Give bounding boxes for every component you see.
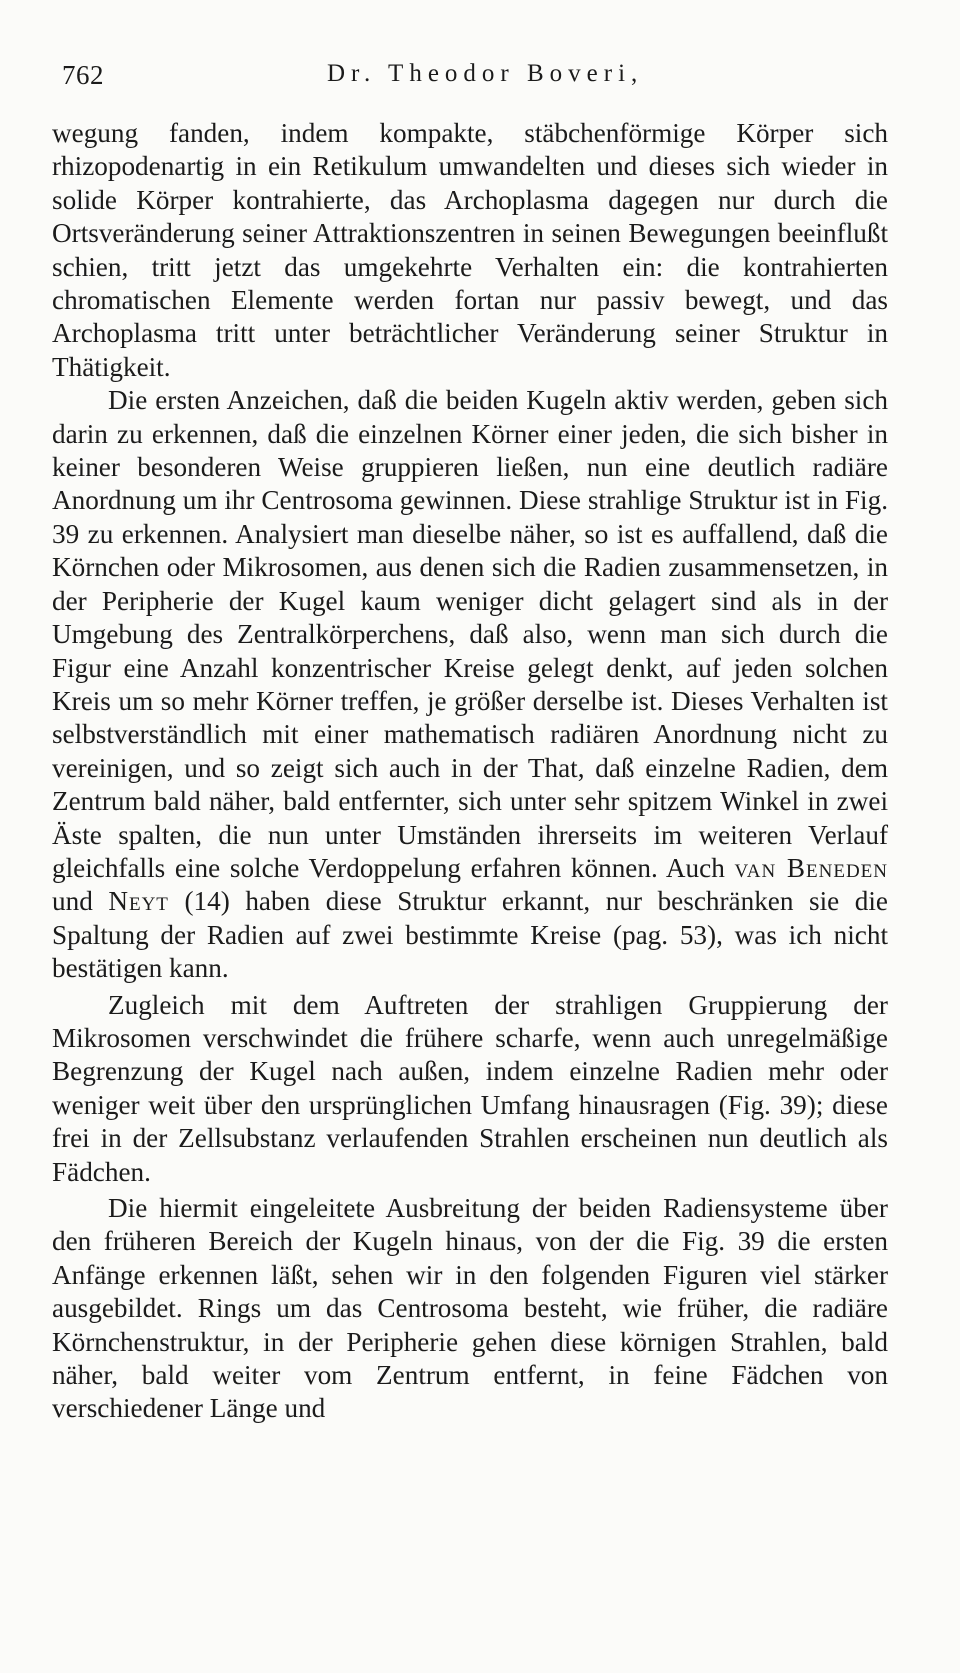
author-name: van Beneden xyxy=(734,852,888,883)
paragraph-2-text-a: Die ersten Anzeichen, daß die beiden Kugeln aktiv werden, geben sich darin zu erkennen, daß die einzelnen Körner einer jeden, die sich bisher in keiner besonderen Weise gruppieren ließen, nun eine deutlich radiäre Anordnung um ihr Centrosoma gewinnen. Diese strahlige Struktur ist in Fig. 39 zu erkennen. Analysiert man dieselbe näher, so ist es auffallend, daß die Körnchen oder Mikrosomen, aus denen sich die Radien zusammensetzen, in der Peripherie der Kugel kaum weniger dicht gelagert sind als in der Umgebung des Zentralkörperchens, daß also, wenn man sich durch die Figur eine Anzahl konzentrischer Kreise gelegt denkt, auf jeden solchen Kreis um so mehr Körner treffen, je größer derselbe ist. Dieses Verhalten ist selbstverständlich mit einer mathematisch radiären Anordnung nicht zu vereinigen, und so zeigt sich auch in der That, daß einzelne Radien, dem Zentrum bald näher, bald entfernter, sich unter sehr spitzem Winkel in zwei Äste spalten, die nun unter Umständen ihrerseits im weiteren Verlauf gleichfalls eine solche Verdoppelung erfahren können. Auch xyxy=(52,385,888,883)
body-text xyxy=(52,117,888,1426)
paragraph-2-text-b: (14) haben diese Struktur erkannt, nur beschränken sie die Spaltung der Radien auf zwei bestimmte Kreise (pag. 53), was ich nicht bestätigen kann. xyxy=(52,886,888,984)
paragraph-3: Zugleich mit dem Auftreten der strahligen Gruppierung der Mikrosomen verschwindet die frühere scharfe, wenn auch unregelmäßige Begrenzung der Kugel nach außen, indem einzelne Radien mehr oder weniger weit über den ursprünglichen Umfang hinausragen (Fig. 39); diese frei in der Zellsubstanz verlaufenden Strahlen erscheinen nun deutlich als Fädchen. xyxy=(52,989,888,1187)
running-head: Dr. Theodor Boveri, xyxy=(327,60,644,87)
page-number: 762 xyxy=(62,60,104,90)
page-header xyxy=(62,60,882,100)
paragraph-4: Die hiermit eingeleitete Ausbreitung der beiden Radiensysteme über den früheren Bereich der Kugeln hinaus, von der die Fig. 39 die ersten Anfänge erkennen läßt, sehen wir in den folgenden Figuren viel stärker ausgebildet. Rings um das Centrosoma besteht, wie früher, die radiäre Körnchenstruktur, in der Peripherie gehen diese körnigen Strahlen, bald näher, bald weiter vom Zentrum entfernt, in feine Fädchen von verschiedener Länge und xyxy=(52,1193,888,1424)
paragraph-2 xyxy=(52,384,888,985)
paragraph-1: wegung fanden, indem kompakte, stäbchenförmige Körper sich rhizopodenartig in ein Retikulum umwandelten und dieses sich wieder in solide Körper kontrahierte, das Archoplasma dagegen nur durch die Ortsveränderung seiner Attraktionszentren in seinen Bewegungen beeinflußt schien, tritt jetzt das umgekehrte Verhalten ein: die kontrahierten chromatischen Elemente werden fortan nur passiv bewegt, und das Archoplasma tritt unter beträchtlicher Veränderung seiner Struktur in Thätigkeit. xyxy=(52,118,888,382)
author-connector: und xyxy=(52,886,109,917)
author-name: Neyt xyxy=(108,886,169,917)
